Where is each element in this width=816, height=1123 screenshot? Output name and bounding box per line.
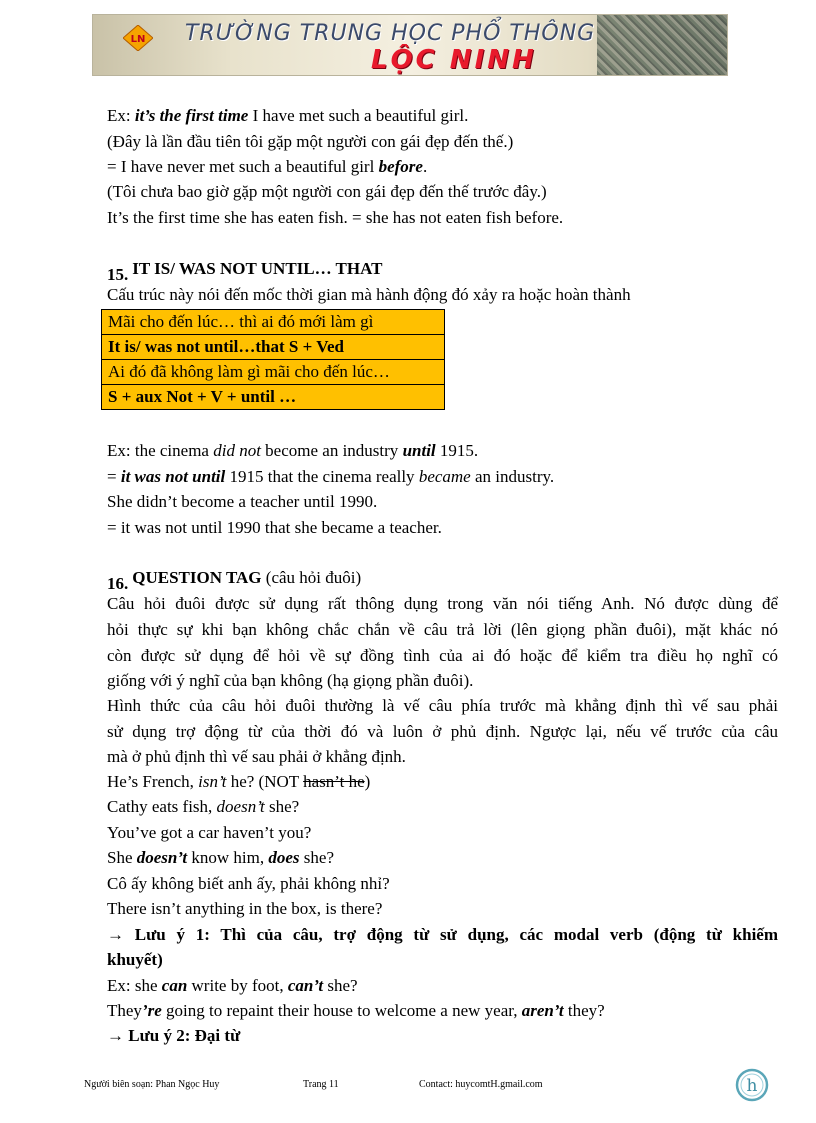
banner-school-type: TRƯỜNG TRUNG HỌC PHỔ THÔNG (185, 21, 596, 46)
s16-para2-line2: sử dụng trợ động từ của thời đó và luôn ở phủ định. Ngược lại, nếu vế trước của câu (107, 722, 778, 741)
s16-para1-line3: còn được sử dụng để hỏi về sự đồng tình của ai đó hoặc để kiểm tra điều họ nghĩ có (107, 646, 778, 665)
ex15-line2: = it was not until 1915 that the cinema really became an industry. (107, 467, 555, 486)
ex16-line5: Cô ấy không biết anh ấy, phải không nhỉ? (107, 874, 390, 893)
section-16-title-note: (câu hỏi đuôi) (261, 568, 362, 587)
ex16-line7: Ex: she can write by foot, can’t she? (107, 976, 358, 995)
banner-school-name: LỘC NINH (371, 45, 537, 75)
ex15-line4: = it was not until 1990 that she became a teacher. (107, 518, 442, 537)
section-15-intro: Cấu trúc này nói đến mốc thời gian mà hành động đó xảy ra hoặc hoàn thành (107, 285, 631, 304)
header-banner (92, 14, 728, 76)
banner-photo (597, 15, 727, 75)
section-15-heading (107, 259, 382, 285)
note1-line2: khuyết) (107, 950, 163, 969)
structure-row-2: It is/ was not until…that S + Ved (102, 335, 445, 360)
school-emblem-icon (123, 25, 153, 51)
footer-logo-letter: h (746, 1076, 758, 1096)
ex16-line1: He’s French, isn’t he? (NOT hasn’t he) (107, 772, 371, 791)
s16-para1-line1: Câu hỏi đuôi được sử dụng rất thông dụng trong văn nói tiếng Anh. Nó được dùng để (107, 594, 778, 613)
structure-row-1: Mãi cho đến lúc… thì ai đó mới làm gì (102, 310, 445, 335)
ex14-line4: (Tôi chưa bao giờ gặp một người con gái đẹp đến thế trước đây.) (107, 182, 547, 201)
s16-para1-line2: hỏi thực sự khi bạn không chắc chắn về câu trả lời (lên giọng phần đuôi), mặt khác nó (107, 620, 778, 639)
footer-contact: Contact: huycomtH.gmail.com (419, 1079, 543, 1090)
note2: → Lưu ý 2: Đại từ (107, 1026, 241, 1045)
ex15-line1: Ex: the cinema did not become an industry until 1915. (107, 441, 479, 460)
section-15-number: 15. (107, 265, 129, 284)
structure-row-4: S + aux Not + V + until … (102, 385, 445, 410)
s16-para2-line3: mà ở phủ định thì vế sau phải ở khẳng định. (107, 747, 406, 766)
section-15-title: IT IS/ WAS NOT UNTIL… THAT (132, 259, 383, 278)
ex16-line2: Cathy eats fish, doesn’t she? (107, 797, 300, 816)
section-16-heading (107, 568, 361, 594)
section-16-title: QUESTION TAG (132, 568, 262, 587)
ex15-line3: She didn’t become a teacher until 1990. (107, 492, 378, 511)
s16-para1-line4: giống với ý nghĩ của bạn không (hạ giọng phần đuôi). (107, 671, 474, 690)
footer-page-number: Trang 11 (303, 1079, 339, 1090)
footer-logo-icon (735, 1068, 769, 1102)
structure-row-3: Ai đó đã không làm gì mãi cho đến lúc… (102, 360, 445, 385)
ex16-line4: She doesn’t know him, does she? (107, 848, 334, 867)
ex16-line6: There isn’t anything in the box, is there? (107, 899, 383, 918)
section-16-number: 16. (107, 574, 129, 593)
emblem-text: LN (130, 34, 146, 45)
ex16-line8: They’re going to repaint their house to welcome a new year, aren’t they? (107, 1001, 605, 1020)
s16-para2-line1: Hình thức của câu hỏi đuôi thường là vế câu phía trước mà khẳng định thì vế sau phải (107, 696, 778, 715)
ex14-line5: It’s the first time she has eaten fish. = she has not eaten fish before. (107, 208, 564, 227)
ex14-line1: Ex: it’s the first time I have met such a beautiful girl. (107, 106, 469, 125)
ex14-line3: = I have never met such a beautiful girl before. (107, 157, 428, 176)
footer-author: Người biên soạn: Phan Ngọc Huy (84, 1079, 220, 1090)
structure-table (101, 309, 445, 410)
ex14-line2: (Đây là lần đầu tiên tôi gặp một người con gái đẹp đến thế.) (107, 132, 514, 151)
note1-line1: → Lưu ý 1: Thì của câu, trợ động từ sử dụng, các modal verb (động từ khiếm (107, 925, 778, 944)
ex16-line3: You’ve got a car haven’t you? (107, 823, 312, 842)
